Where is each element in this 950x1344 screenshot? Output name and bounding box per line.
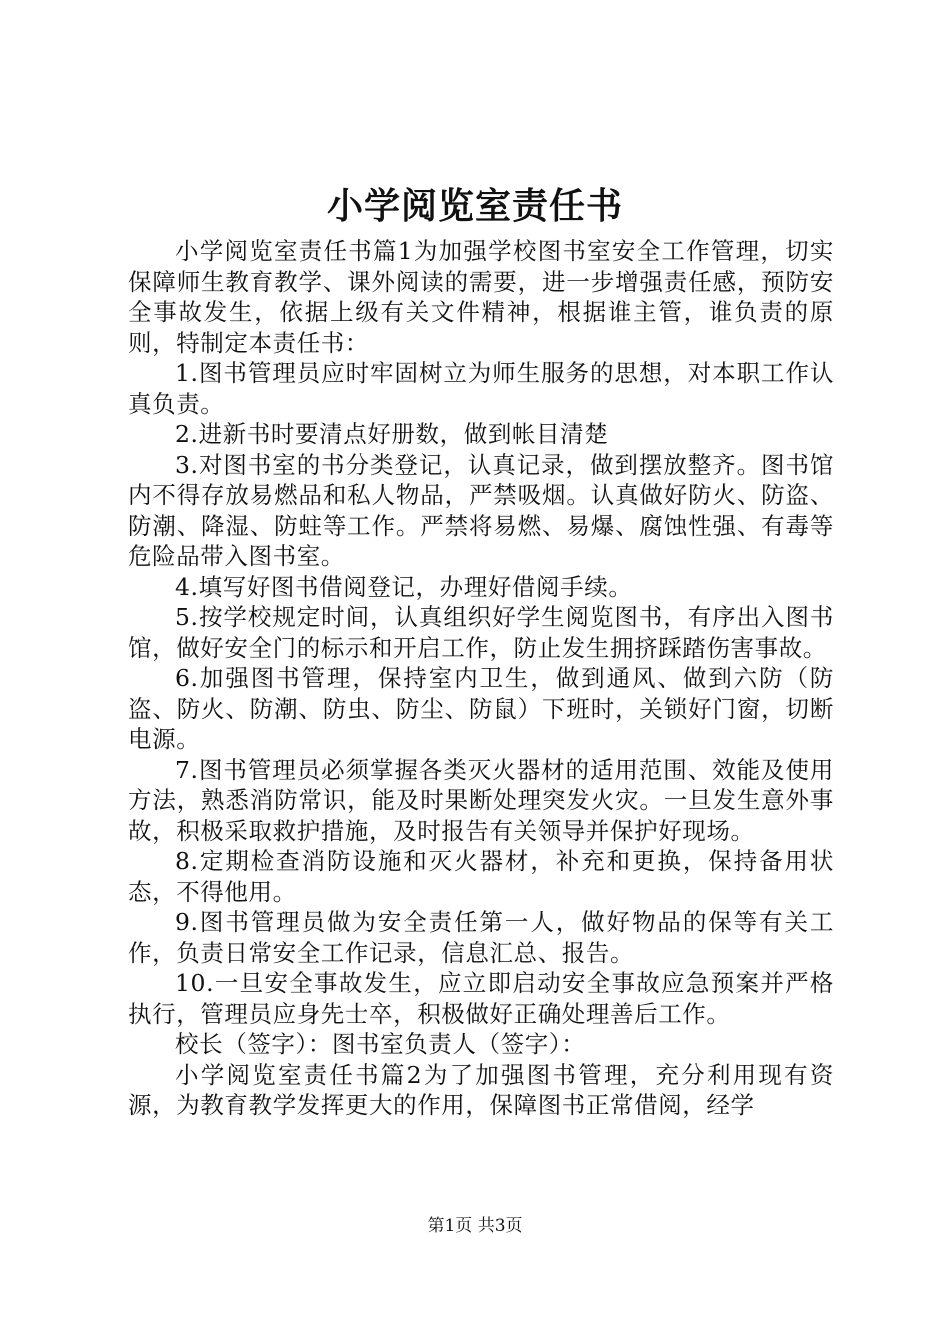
paragraph-item-6: 6.加强图书管理，保持室内卫生，做到通风、做到六防（防盗、防火、防潮、防虫、防尘、防鼠）下班时，关锁好门窗，切断电源。 — [128, 664, 834, 753]
paragraph-item-4: 4.填写好图书借阅登记，办理好借阅手续。 — [175, 572, 633, 601]
paragraph-intro: 小学阅览室责任书篇1为加强学校图书室安全工作管理，切实保障师生教育教学、课外阅读的需要，进一步增强责任感，预防安全事故发生，依据上级有关文件精神，根据谁主管，谁负责的原则，特制定本责任书： — [128, 237, 834, 357]
paragraph-item-9: 9.图书管理员做为安全责任第一人，做好物品的保等有关工作，负责日常安全工作记录，信息汇总、报告。 — [128, 908, 834, 967]
signature-line: 校长（签字）：图书室负责人（签字）： — [175, 1030, 586, 1058]
paragraph-item-10: 10.一旦安全事故发生，应立即启动安全事故应急预案并严格执行，管理员应身先士卒，积极做好正确处理善后工作。 — [128, 969, 834, 1028]
paragraph-item-8: 8.定期检查消防设施和灭火器材，补充和更换，保持备用状态，不得他用。 — [128, 847, 834, 906]
page-footer: 第1页 共3页 — [427, 1216, 523, 1236]
paragraph-item-5: 5.按学校规定时间，认真组织好学生阅览图书，有序出入图书馆，做好安全门的标示和开启工作，防止发生拥挤踩踏伤害事故。 — [128, 603, 834, 662]
paragraph-item-1: 1.图书管理员应时牢固树立为师生服务的思想，对本职工作认真负责。 — [128, 359, 834, 418]
paragraph-item-2: 2.进新书时要清点好册数，做到帐目清楚 — [175, 420, 609, 448]
document-body — [128, 236, 834, 1121]
paragraph-item-3: 3.对图书室的书分类登记，认真记录，做到摆放整齐。图书馆内不得存放易燃品和私人物品，严禁吸烟。认真做好防火、防盗、防潮、降湿、防蛀等工作。严禁将易燃、易爆、腐蚀性强、有毒等危险品带入图书室。 — [128, 450, 834, 570]
paragraph-second-intro: 小学阅览室责任书篇2为了加强图书管理，充分利用现有资源，为教育教学发挥更大的作用，保障图书正常借阅，经学 — [128, 1060, 834, 1119]
paragraph-item-7: 7.图书管理员必须掌握各类灭火器材的适用范围、效能及使用方法，熟悉消防常识，能及时果断处理突发火灾。一旦发生意外事故，积极采取救护措施，及时报告有关领导并保护好现场。 — [128, 755, 834, 845]
document-title: 小学阅览室责任书 — [326, 185, 623, 227]
